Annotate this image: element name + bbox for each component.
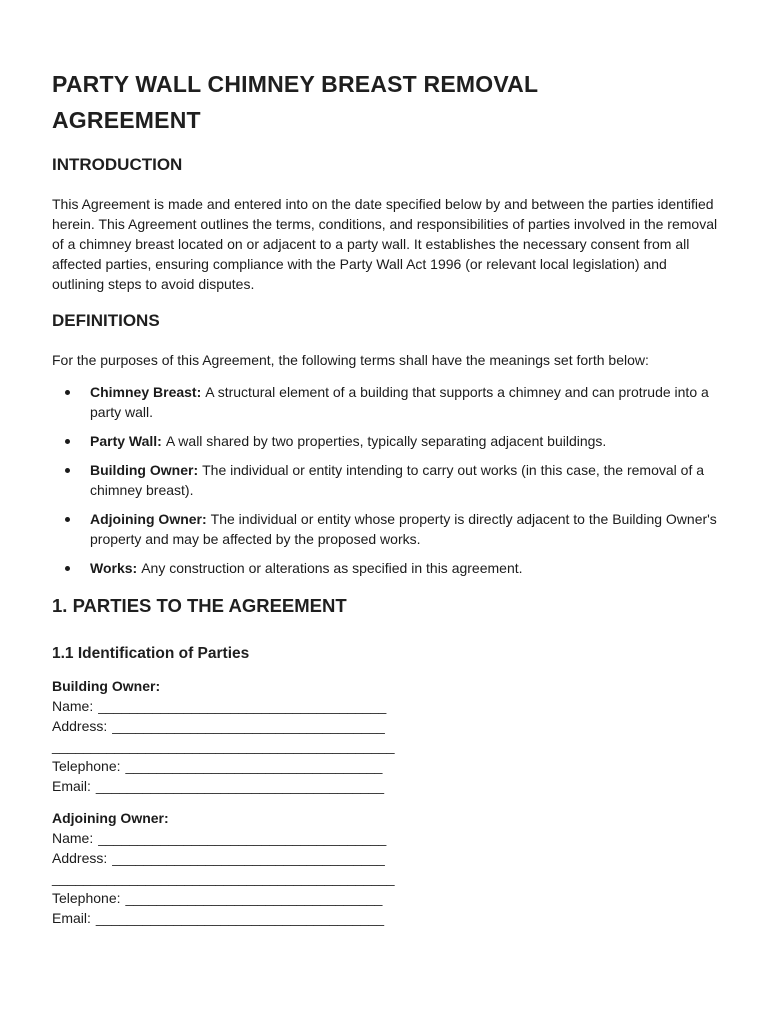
building-owner-address-row (52, 716, 718, 736)
definitions-intro: For the purposes of this Agreement, the following terms shall have the meanings set forth below: (52, 352, 649, 368)
email-field-label: Email: (52, 910, 91, 926)
adjoining-owner-address-continuation-row (52, 868, 718, 888)
definition-item-works (52, 558, 718, 578)
definition-item-party-wall (52, 431, 718, 451)
building-owner-block (52, 676, 718, 796)
document-title: PARTY WALL CHIMNEY BREAST REMOVAL AGREEMENT (52, 71, 538, 133)
definition-term: Building Owner: (90, 462, 199, 478)
address-continuation-fill-line[interactable]: ____________________________________________ (52, 738, 395, 754)
building-owner-email-row (52, 776, 718, 796)
definition-item-adjoining-owner (52, 509, 718, 549)
introduction-heading: INTRODUCTION (52, 155, 183, 174)
email-fill-line[interactable]: _____________________________________ (95, 910, 384, 926)
definition-text: A wall shared by two properties, typically separating adjacent buildings. (165, 433, 607, 449)
address-fill-line[interactable]: ___________________________________ (112, 850, 385, 866)
definition-term: Adjoining Owner: (90, 511, 207, 527)
definition-item-building-owner (52, 460, 718, 500)
bullet-icon (65, 390, 70, 395)
introduction-paragraph: This Agreement is made and entered into on the date specified below by and between the parties identified herein. This Agreement outlines the terms, conditions, and responsibilities of parties involved in the removal of a chimney breast located on or adjacent to a party wall. It establishes the necessary consent from all affected parties, ensuring compliance with the Party Wall Act 1996 (or relevant local legislation) and outlining steps to avoid disputes. (52, 196, 718, 292)
building-owner-telephone-row (52, 756, 718, 776)
definition-item-chimney-breast (52, 382, 718, 422)
email-field-label: Email: (52, 778, 91, 794)
definitions-list (52, 382, 718, 578)
name-fill-line[interactable]: _____________________________________ (98, 698, 387, 714)
building-owner-address-continuation-row (52, 736, 718, 756)
telephone-field-label: Telephone: (52, 758, 121, 774)
adjoining-owner-name-row (52, 828, 718, 848)
adjoining-owner-telephone-row (52, 888, 718, 908)
telephone-field-label: Telephone: (52, 890, 121, 906)
building-owner-label: Building Owner: (52, 678, 161, 694)
definition-term: Works: (90, 560, 138, 576)
name-field-label: Name: (52, 698, 94, 714)
definitions-heading: DEFINITIONS (52, 311, 160, 330)
telephone-fill-line[interactable]: _________________________________ (125, 758, 383, 774)
definition-text: A structural element of a building that supports a chimney and can protrude into a party wall. (90, 384, 709, 420)
adjoining-owner-block (52, 808, 718, 928)
adjoining-owner-label: Adjoining Owner: (52, 810, 169, 826)
telephone-fill-line[interactable]: _________________________________ (125, 890, 383, 906)
bullet-icon (65, 566, 70, 571)
bullet-icon (65, 517, 70, 522)
definition-text: Any construction or alterations as specified in this agreement. (141, 560, 523, 576)
adjoining-owner-email-row (52, 908, 718, 928)
address-field-label: Address: (52, 718, 108, 734)
name-fill-line[interactable]: _____________________________________ (98, 830, 387, 846)
email-fill-line[interactable]: _____________________________________ (95, 778, 384, 794)
bullet-icon (65, 439, 70, 444)
identification-subheading: 1.1 Identification of Parties (52, 645, 250, 662)
definition-text: The individual or entity intending to carry out works (in this case, the removal of a chimney breast). (90, 462, 705, 498)
definition-text: The individual or entity whose property is directly adjacent to the Building Owner's property and may be affected by the proposed works. (90, 511, 717, 547)
name-field-label: Name: (52, 830, 94, 846)
parties-heading: 1. PARTIES TO THE AGREEMENT (52, 595, 347, 616)
address-fill-line[interactable]: ___________________________________ (112, 718, 385, 734)
definition-term: Party Wall: (90, 433, 162, 449)
address-field-label: Address: (52, 850, 108, 866)
address-continuation-fill-line[interactable]: ____________________________________________ (52, 870, 395, 886)
building-owner-name-row (52, 696, 718, 716)
bullet-icon (65, 468, 70, 473)
definition-term: Chimney Breast: (90, 384, 202, 400)
adjoining-owner-address-row (52, 848, 718, 868)
